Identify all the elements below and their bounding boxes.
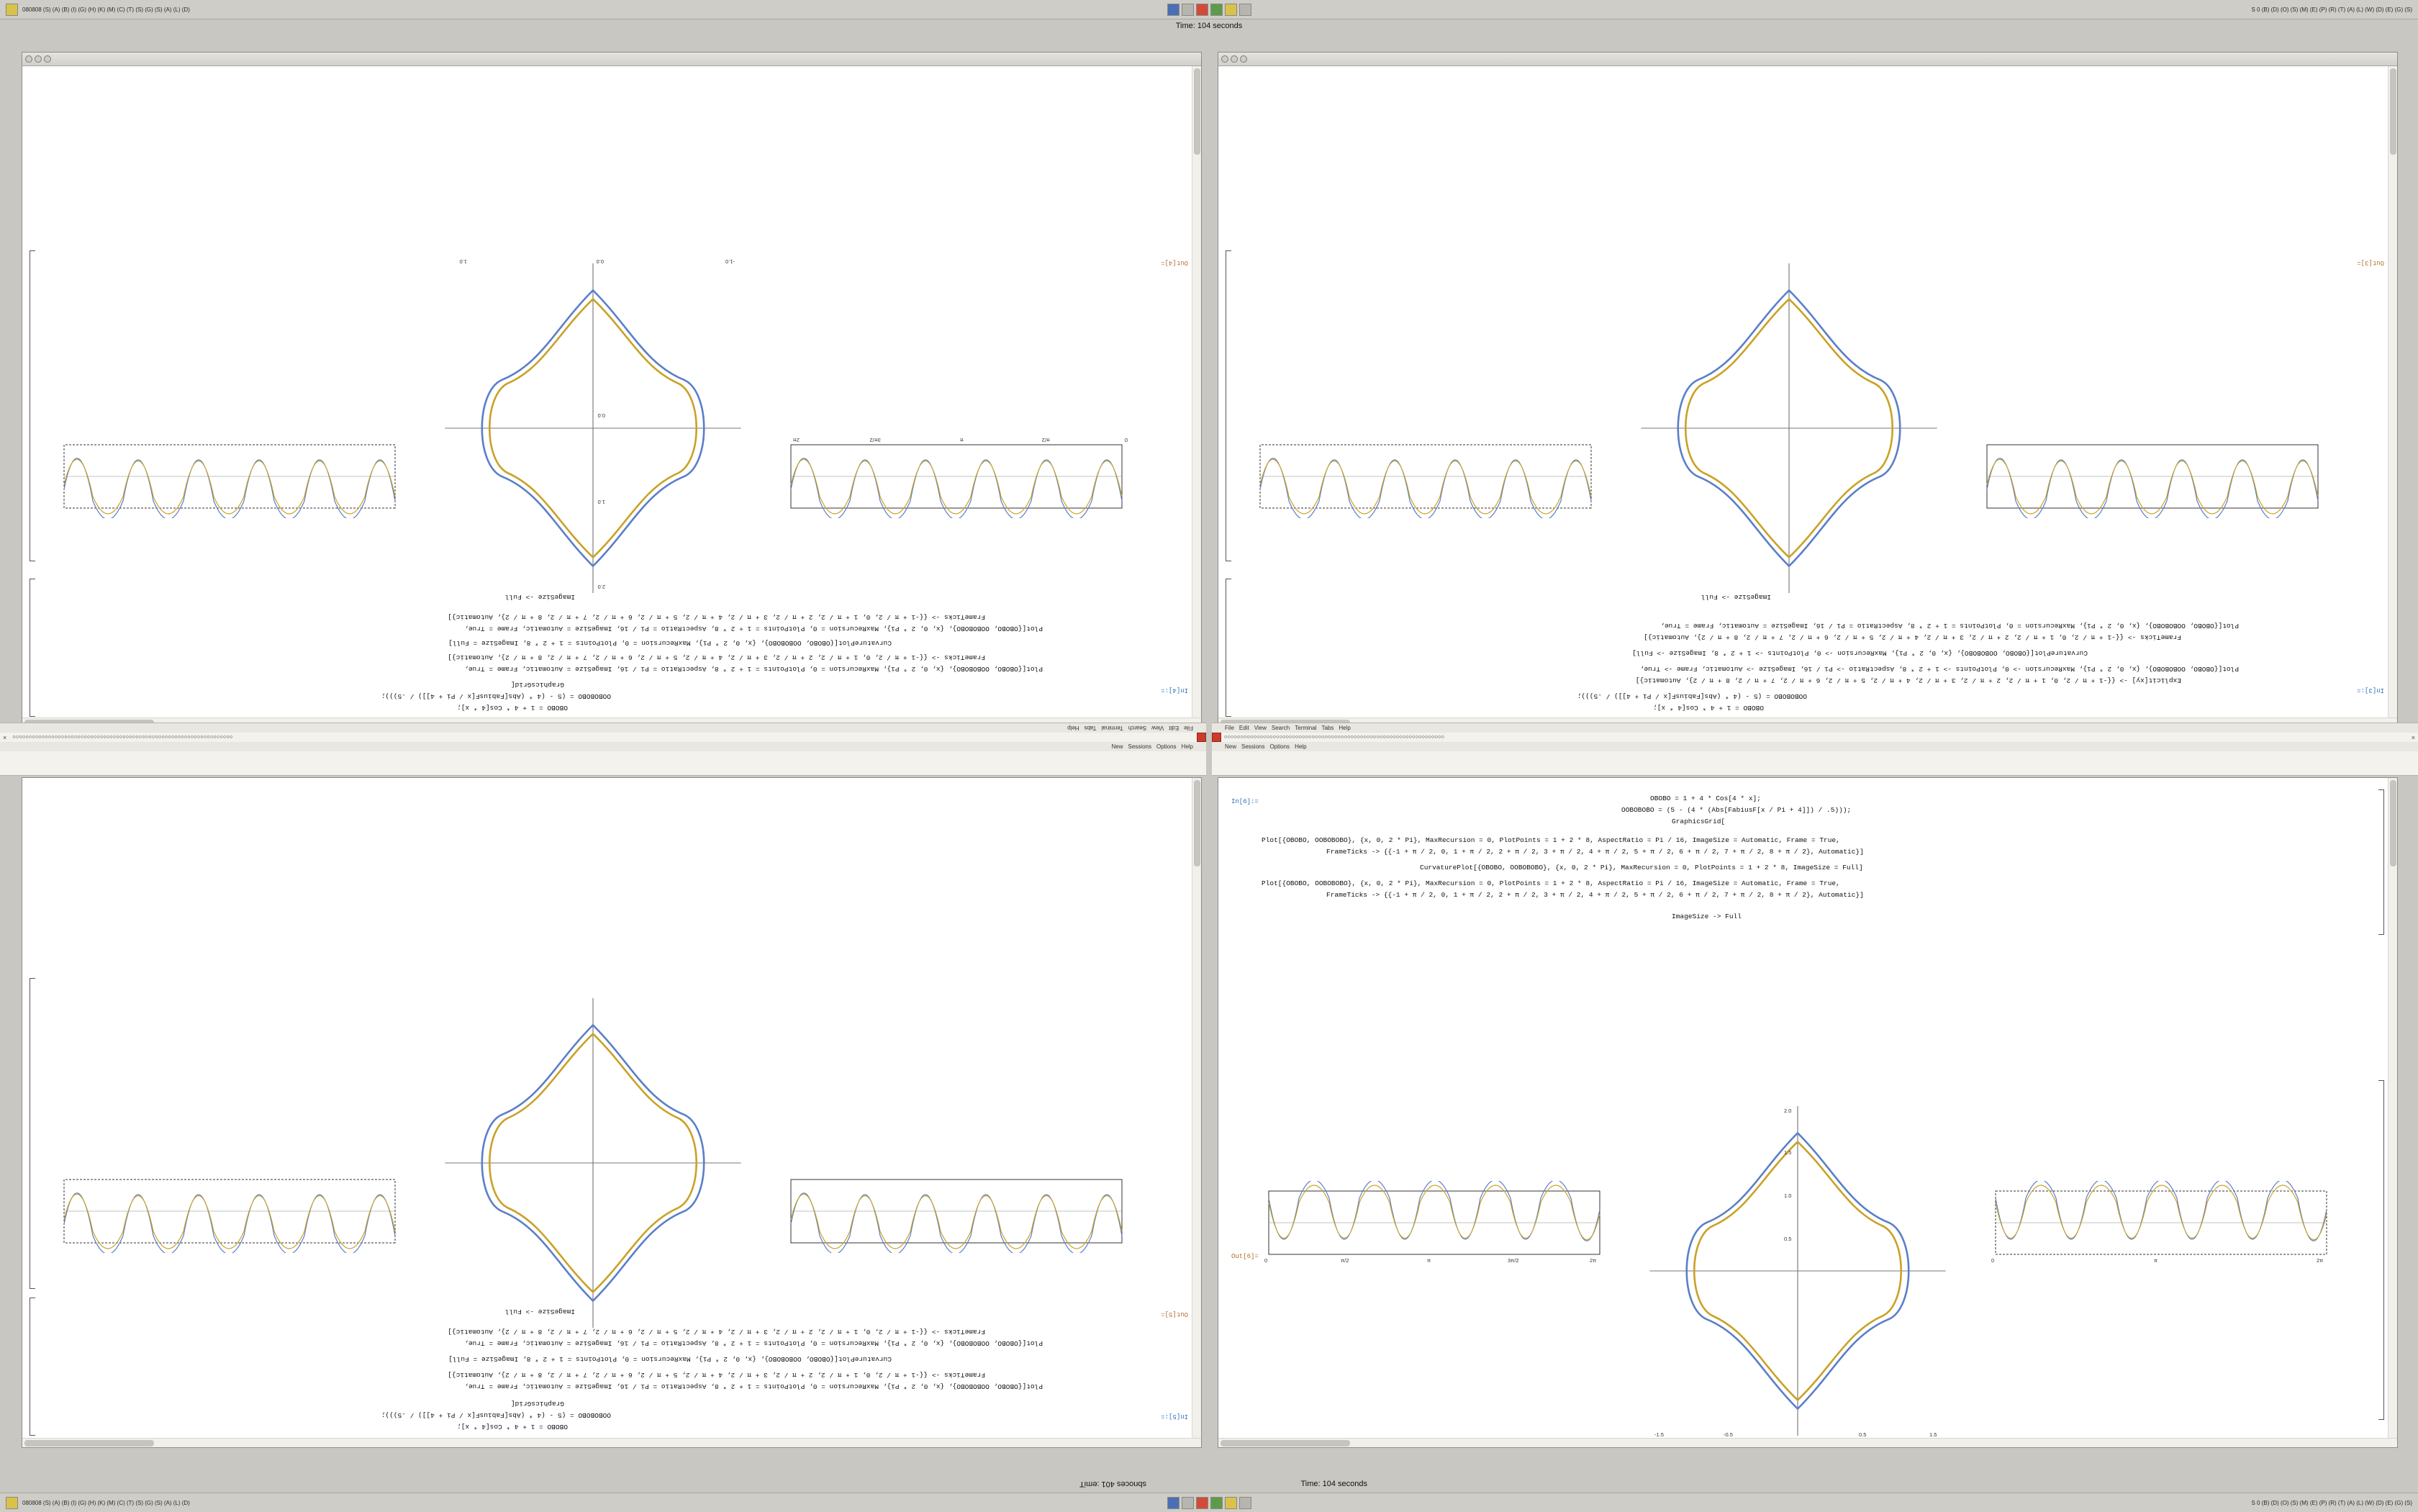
code-line-plot2[interactable]: FrameTicks -> {{-1 + π / 2, 0, 1 + π / 2, 2 + π / 2, 3 + π / 2, 4 + π / 2, 5 + π / 2, 6 + π / 2, 7 + π / 2, 8 + π / 2}, Automatic}]	[448, 653, 985, 661]
code-line-defn2-r[interactable]: OOBOBOBO = (5 - (4 * (Abs[FabiusF[x / Pi + 4]]) / .5)));	[1577, 692, 1807, 700]
top-timer: Time: 104 seconds	[1175, 22, 1243, 30]
curvature-svg-c2	[1634, 259, 1944, 597]
code-line-expr1[interactable]: Explicit[xy] -> {{-1 + π / 2, 0, 1 + π / 2, 2 + π / 2, 3 + π / 2, 4 + π / 2, 5 + π / 2, 6 + π / 2, 7 + π / 2, 8 + π / 2}, Automatic}]	[1635, 676, 2181, 684]
code-bl-grid[interactable]: GraphicsGrid[	[510, 1400, 564, 1408]
rotated-content-bottom-left	[22, 778, 1201, 1447]
mail-icon[interactable]	[1196, 4, 1208, 16]
close-icon[interactable]	[1221, 55, 1228, 63]
ytick-low: 0.0	[597, 412, 605, 419]
notebook-canvas-top-right[interactable]	[1218, 66, 2397, 727]
top-bar-right	[1865, 6, 2418, 13]
window-titlebar-top-left[interactable]	[22, 53, 1201, 66]
status-sessions[interactable]: Sessions	[1128, 743, 1151, 750]
scroll-thumb[interactable]	[1194, 780, 1200, 866]
chart-oscillation-left-2[interactable]	[1246, 425, 1606, 518]
menu-view[interactable]: View	[1151, 725, 1164, 731]
bottom-bar-right	[1865, 1500, 2418, 1506]
menu-help[interactable]: Help	[1067, 725, 1079, 731]
scroll-thumb-h[interactable]	[24, 1440, 154, 1447]
cell-bracket-bl-in[interactable]	[30, 1298, 35, 1436]
scrollbar-horizontal-bottom-left[interactable]	[22, 1438, 1201, 1447]
br2-xtick-8: 2π	[2317, 1257, 2324, 1264]
ytick-top: 2.0	[597, 584, 605, 590]
terminal-right[interactable]	[1212, 723, 2418, 776]
code-bl-plot4[interactable]: FrameTicks -> {{-1 + π / 2, 0, 1 + π / 2, 2 + π / 2, 3 + π / 2, 4 + π / 2, 5 + π / 2, 6 + π / 2, 7 + π / 2, 8 + π / 2}, Automatic}]	[448, 1328, 985, 1336]
scroll-thumb-h[interactable]	[1221, 1440, 1350, 1447]
browser-icon[interactable]	[1167, 4, 1179, 16]
menu-file[interactable]: File	[1225, 725, 1234, 731]
notebook-window-bottom-left[interactable]	[22, 777, 1202, 1448]
scroll-thumb[interactable]	[2390, 780, 2396, 866]
top-bar-left-text: 080808 (S) (A) (B) (I) (G) (H) (K) (M) (C) (T) (S) (G) (S) (A) (L) (D)	[22, 6, 190, 13]
bottom-timer: Time: 104 seconds	[1300, 1480, 1367, 1488]
rotated-content-top-left	[22, 66, 1201, 727]
code-line-plot1[interactable]: Plot[{OBOBO, OOBOBOBO}, {x, 0, 2 * Pi}, MaxRecursion = 0, PlotPoints = 1 + 2 * 8, AspectRatio = Pi / 16, ImageSize = Automatic, Frame = True,	[464, 665, 1043, 673]
code-line-defn1-r[interactable]: OBOBO = 1 + 4 * Cos[4 * x];	[1653, 704, 1764, 712]
cell-bracket-in[interactable]	[30, 579, 35, 717]
scrollbar-horizontal-bottom-right[interactable]	[1218, 1438, 2397, 1447]
menu-view[interactable]: View	[1254, 725, 1267, 731]
code-br-plot3[interactable]: Plot[{OBOBO, OOBOBOBO}, {x, 0, 2 * Pi}, MaxRecursion = 0, PlotPoints = 1 + 2 * 8, AspectRatio = Pi / 16, ImageSize = Automatic, Frame = True,	[1262, 879, 1840, 887]
chart-br-osc-left[interactable]	[1254, 1181, 1614, 1289]
ytick-mid: 1.0	[597, 499, 605, 505]
code-line-expr3[interactable]: CurvaturePlot[{OBOBO, OOBOBOBO}, {x, 0, 2 * Pi}, MaxRecursion -> 0, PlotPoints -> 1 + 2 * 8, ImageSize -> Full]	[1632, 649, 2088, 657]
br-xtick-05: 0.5	[1859, 1431, 1867, 1438]
settings-icon[interactable]	[1225, 4, 1237, 16]
terminal-left-menubar[interactable]	[0, 723, 1206, 733]
bottom-timer-wrap	[1079, 1480, 1367, 1488]
scrollbar-vertical-top-right[interactable]	[2388, 66, 2397, 727]
cell-bracket-br-in[interactable]	[2378, 789, 2384, 935]
chart-curvature-center-2[interactable]	[1634, 259, 1944, 597]
cell-bracket-out-r[interactable]	[1226, 250, 1231, 561]
curvature-svg-br	[1643, 1102, 1952, 1440]
bottom-bar-right-text: S 0 (B) (D) (O) (S) (M) (E) (P) (R) (T) (A) (L) (W) (D) (E) (G) (S)	[2251, 1499, 2412, 1506]
tray-icons-top[interactable]	[1167, 4, 1251, 16]
menu-edit[interactable]: Edit	[1239, 725, 1249, 731]
bottom-bar-left	[0, 1497, 553, 1509]
terminal-left[interactable]	[0, 723, 1206, 776]
oscillation-svg-l2	[1246, 425, 1606, 518]
cell-bracket-in-r[interactable]	[1226, 579, 1231, 717]
status-sessions[interactable]: Sessions	[1241, 743, 1265, 750]
out-label-bottom-right: Out[6]=	[1231, 1253, 1259, 1260]
menu-terminal[interactable]: Terminal	[1295, 725, 1317, 731]
code-bl-defn1[interactable]: OBOBO = 1 + 4 * Cos[4 * x];	[457, 1423, 568, 1431]
code-line-imagesize-r[interactable]: ImageSize -> Full	[1701, 593, 1771, 601]
xtick-left: -1.0	[725, 258, 735, 265]
in-label-top-right: In[3]:=	[2357, 687, 2384, 694]
status-new[interactable]: New	[1225, 743, 1237, 750]
chart-curvature-center[interactable]	[438, 259, 748, 597]
oscillation-svg-br-r	[1981, 1181, 2341, 1289]
br-xtick-0: 0	[1264, 1257, 1268, 1264]
br-xtick-8: 2π	[1590, 1257, 1597, 1264]
in-label-bottom-right: In[6]:=	[1231, 798, 1259, 805]
terminal-left-output: ○○○○○○○○○○○○○○○○○○○○○○○○○○○○○○○○○○○○○○○○○○○○○○○○○○○○○○○○○○○○○○○○○○○○	[12, 734, 233, 741]
terminal-left-statusbar[interactable]	[0, 742, 1206, 751]
chart-bl-osc-right[interactable]	[776, 1159, 1136, 1253]
br-xtick-6: 3π/2	[1508, 1257, 1519, 1264]
terminal-right-menubar[interactable]	[1212, 723, 2418, 733]
menu-tabs[interactable]: Tabs	[1084, 725, 1097, 731]
rotated-content-top-right	[1218, 66, 2397, 727]
curvature-svg-center	[438, 259, 748, 597]
code-bl-plot3[interactable]: Plot[{OBOBO, OOBOBOBO}, {x, 0, 2 * Pi}, MaxRecursion = 0, PlotPoints = 1 + 2 * 8, AspectRatio = Pi / 16, ImageSize = Automatic, Frame = True,	[464, 1339, 1043, 1347]
xtick-2: π/2	[1041, 437, 1050, 443]
notebook-window-bottom-right[interactable]	[1218, 777, 2398, 1448]
menu-edit[interactable]: Edit	[1169, 725, 1179, 731]
code-line-plot3[interactable]: Plot[{OBOBO, OOBOBOBO}, {x, 0, 2 * Pi}, MaxRecursion = 0, PlotPoints = 1 + 2 * 8, AspectRatio = Pi / 16, ImageSize = Automatic, Frame = True,	[464, 625, 1043, 633]
code-bl-plot1[interactable]: Plot[{OBOBO, OOBOBOBO}, {x, 0, 2 * Pi}, MaxRecursion = 0, PlotPoints = 1 + 2 * 8, AspectRatio = Pi / 16, ImageSize = Automatic, Frame = True,	[464, 1382, 1043, 1390]
scrollbar-vertical-bottom-right[interactable]	[2388, 778, 2397, 1447]
code-line-expr5[interactable]: Plot[{OBOBO, OOBOBOBO}, {x, 0, 2 * Pi}, MaxRecursion = 0, PlotPoints = 1 + 2 * 8, AspectRatio = Pi / 16, ImageSize = Automatic, Frame = True,	[1660, 622, 2239, 630]
in-label-bottom-left: In[5]:=	[1161, 1413, 1188, 1420]
menu-help[interactable]: Help	[1339, 725, 1351, 731]
notebook-window-top-left[interactable]	[22, 52, 1202, 728]
notebook-canvas-bottom-left[interactable]	[22, 778, 1201, 1447]
xtick-8: 2π	[792, 437, 800, 443]
oscillation-svg-r2	[1973, 425, 2332, 518]
bottom-system-bar[interactable]	[0, 1493, 2418, 1512]
maximize-icon[interactable]	[44, 55, 51, 63]
scrollbar-vertical-bottom-left[interactable]	[1192, 778, 1201, 1447]
br-ytick-05: 0.5	[1784, 1236, 1792, 1242]
browser-icon[interactable]	[1167, 1497, 1179, 1509]
xtick-c: 0.0	[596, 258, 604, 265]
minimize-icon[interactable]	[35, 55, 42, 63]
chart-oscillation-right[interactable]	[776, 425, 1136, 518]
chart-oscillation-right-2[interactable]	[1973, 425, 2332, 518]
oscillation-svg-right	[776, 425, 1136, 518]
menu-search[interactable]: Search	[1128, 725, 1147, 731]
code-bl-imagesize[interactable]: ImageSize -> Full	[505, 1308, 575, 1316]
code-line-defn1[interactable]: OBOBO = 1 + 4 * Cos[4 * x];	[457, 704, 568, 712]
top-system-bar[interactable]	[0, 0, 2418, 19]
notebook-canvas-top-left[interactable]	[22, 66, 1201, 727]
menu-terminal[interactable]: Terminal	[1101, 725, 1123, 731]
code-br-plot1[interactable]: Plot[{OBOBO, OOBOBOBO}, {x, 0, 2 * Pi}, MaxRecursion = 0, PlotPoints = 1 + 2 * 8, AspectRatio = Pi / 16, ImageSize = Automatic, Frame = True,	[1262, 836, 1840, 844]
in-label-top-left: In[4]:=	[1161, 687, 1188, 694]
out-label-top-left: Out[4]=	[1161, 259, 1188, 266]
cell-bracket-br-out[interactable]	[2378, 1080, 2384, 1420]
xtick-6: 3π/2	[869, 437, 881, 443]
out-label-top-right: Out[3]=	[2357, 259, 2384, 266]
br2-xtick-4: π	[2154, 1257, 2158, 1264]
top-bar-right-text: S 0 (B) (D) (O) (S) (M) (E) (P) (R) (T) (A) (L) (W) (D) (E) (G) (S)	[2251, 6, 2412, 13]
br-xtick-2: π/2	[1341, 1257, 1349, 1264]
menu-file[interactable]: File	[1184, 725, 1193, 731]
terminal-icon[interactable]	[1182, 1497, 1194, 1509]
scroll-thumb[interactable]	[2390, 68, 2396, 155]
top-bar-center	[553, 4, 1865, 16]
notebook-window-top-right[interactable]	[1218, 52, 2398, 728]
close-icon[interactable]	[25, 55, 32, 63]
tray-icons-bottom[interactable]	[1167, 1497, 1251, 1509]
chart-bl-osc-left[interactable]	[50, 1159, 409, 1253]
status-options[interactable]: Options	[1269, 743, 1290, 750]
oscillation-svg-br-l	[1254, 1181, 1614, 1289]
notebook-canvas-bottom-right[interactable]	[1218, 778, 2397, 1447]
chart-br-osc-right[interactable]	[1981, 1181, 2341, 1289]
oscillation-svg-left	[50, 425, 409, 518]
terminal-right-close-icon[interactable]: ×	[2411, 733, 2415, 741]
folder-icon[interactable]	[6, 1497, 18, 1509]
xtick-4: π	[959, 437, 964, 443]
br-xtick-15: 1.5	[1929, 1431, 1937, 1438]
br2-xtick-0: 0	[1991, 1257, 1995, 1264]
code-line-expr4[interactable]: FrameTicks -> {{-1 + π / 2, 0, 1 + π / 2, 2 + π / 2, 3 + π / 2, 4 + π / 2, 5 + π / 2, 6 + π / 2, 7 + π / 2, 8 + π / 2}, Automatic}]	[1644, 633, 2181, 641]
status-help[interactable]: Help	[1295, 743, 1307, 750]
xtick-right: 1.0	[459, 258, 467, 265]
terminal-left-stop-button[interactable]	[1197, 733, 1206, 742]
cell-bracket-bl-out[interactable]	[30, 978, 35, 1289]
code-br-imagesize[interactable]: ImageSize -> Full	[1672, 913, 1742, 920]
code-br-plot2[interactable]: FrameTicks -> {{-1 + π / 2, 0, 1 + π / 2, 2 + π / 2, 3 + π / 2, 4 + π / 2, 5 + π / 2, 6 + π / 2, 7 + π / 2, 8 + π / 2}, Automatic}]	[1326, 848, 1864, 856]
bottom-timer-flipped: sbnoces 401 :emiT	[1079, 1480, 1146, 1488]
chart-oscillation-left[interactable]	[50, 425, 409, 518]
code-br-curv[interactable]: CurvaturePlot[{OBOBO, OOBOBOBO}, {x, 0, 2 * Pi}, MaxRecursion = 0, PlotPoints = 1 + 2 * 8, ImageSize = Full]	[1420, 864, 1863, 872]
code-bl-defn2[interactable]: OOBOBOBO = (5 - (4 * (Abs[FabiusF[x / Pi + 4]]) / .5)));	[381, 1411, 611, 1419]
code-line-plot4[interactable]: FrameTicks -> {{-1 + π / 2, 0, 1 + π / 2, 2 + π / 2, 3 + π / 2, 4 + π / 2, 5 + π / 2, 6 + π / 2, 7 + π / 2, 8 + π / 2}, Automatic}]	[448, 613, 985, 621]
bottom-bar-center	[553, 1497, 1865, 1509]
oscillation-svg-bl-r	[776, 1159, 1136, 1253]
terminal-left-close-icon[interactable]: ×	[3, 733, 7, 741]
code-br-defn2[interactable]: OOBOBOBO = (5 - (4 * (Abs[FabiusF[x / Pi + 4]]) / .5)));	[1621, 806, 1852, 814]
cell-bracket-out[interactable]	[30, 250, 35, 561]
br-xtick-4: π	[1427, 1257, 1431, 1264]
br-xtick-m05: -0.5	[1724, 1431, 1733, 1438]
oscillation-svg-bl-l	[50, 1159, 409, 1253]
network-icon[interactable]	[1239, 1497, 1251, 1509]
top-bar-left	[0, 4, 553, 16]
window-controls-top-left[interactable]	[25, 55, 51, 63]
xtick-0: 0	[1124, 437, 1128, 443]
bottom-bar-left-text: 080808 (S) (A) (B) (I) (G) (H) (K) (M) (C) (T) (S) (G) (S) (A) (L) (D)	[22, 1499, 190, 1506]
code-bl-plot2[interactable]: FrameTicks -> {{-1 + π / 2, 0, 1 + π / 2, 2 + π / 2, 3 + π / 2, 4 + π / 2, 5 + π / 2, 6 + π / 2, 7 + π / 2, 8 + π / 2}, Automatic}]	[448, 1371, 985, 1379]
chart-bl-curvature[interactable]	[438, 994, 748, 1332]
media-icon[interactable]	[1210, 1497, 1223, 1509]
code-br-grid[interactable]: GraphicsGrid[	[1672, 818, 1726, 825]
minimize-icon[interactable]	[1231, 55, 1238, 63]
folder-icon[interactable]	[6, 4, 18, 16]
mail-icon[interactable]	[1196, 1497, 1208, 1509]
br-ytick-10: 1.0	[1784, 1192, 1792, 1199]
status-options[interactable]: Options	[1156, 743, 1177, 750]
code-line-defn2[interactable]: OOBOBOBO = (5 - (4 * (Abs[FabiusF[x / Pi + 4]]) / .5)));	[381, 692, 611, 700]
terminal-right-output: ○○○○○○○○○○○○○○○○○○○○○○○○○○○○○○○○○○○○○○○○○○○○○○○○○○○○○○○○○○○○○○○○○○○○	[1224, 734, 1445, 741]
menu-search[interactable]: Search	[1271, 725, 1290, 731]
maximize-icon[interactable]	[1240, 55, 1247, 63]
code-line-curvature[interactable]: CurvaturePlot[{OBOBO, OOBOBOBO}, {x, 0, 2 * Pi}, MaxRecursion = 0, PlotPoints = 1 + 2 * 8, ImageSize = Full]	[448, 639, 892, 647]
out-label-bottom-left: Out[5]=	[1161, 1310, 1188, 1318]
terminal-right-statusbar[interactable]	[1212, 742, 2418, 751]
code-br-plot4[interactable]: FrameTicks -> {{-1 + π / 2, 0, 1 + π / 2, 2 + π / 2, 3 + π / 2, 4 + π / 2, 5 + π / 2, 6 + π / 2, 7 + π / 2, 8 + π / 2}, Automatic}]	[1326, 891, 1864, 899]
top-timer-wrap	[1079, 19, 1339, 29]
code-bl-curv[interactable]: CurvaturePlot[{OBOBO, OOBOBOBO}, {x, 0, 2 * Pi}, MaxRecursion = 0, PlotPoints = 1 + 2 * 8, ImageSize = Full]	[448, 1355, 892, 1363]
code-line-imagesize[interactable]: ImageSize -> Full	[505, 593, 575, 601]
code-br-defn1[interactable]: OBOBO = 1 + 4 * Cos[4 * x];	[1650, 795, 1761, 802]
br-xtick-m15: -1.5	[1654, 1431, 1664, 1438]
window-titlebar-top-right[interactable]	[1218, 53, 2397, 66]
status-help[interactable]: Help	[1181, 743, 1193, 750]
code-line-expr2[interactable]: Plot[{OBOBO, OOBOBOBO}, {x, 0, 2 * Pi}, MaxRecursion -> 0, PlotPoints -> 1 + 2 * 8, AspectRatio -> Pi / 16, ImageSize -> Automatic, Frame -> True,	[1639, 665, 2239, 673]
terminal-right-stop-button[interactable]	[1212, 733, 1221, 742]
code-line-graphicsgrid[interactable]: GraphicsGrid[	[510, 681, 564, 689]
br-ytick-2: 2.0	[1784, 1108, 1792, 1114]
terminal-icon[interactable]	[1182, 4, 1194, 16]
status-new[interactable]: New	[1111, 743, 1123, 750]
br-ytick-15: 1.5	[1784, 1149, 1792, 1156]
settings-icon[interactable]	[1225, 1497, 1237, 1509]
media-icon[interactable]	[1210, 4, 1223, 16]
menu-tabs[interactable]: Tabs	[1321, 725, 1334, 731]
scrollbar-vertical-top-left[interactable]	[1192, 66, 1201, 727]
window-controls-top-right[interactable]	[1221, 55, 1247, 63]
chart-br-curvature[interactable]	[1643, 1102, 1952, 1440]
scroll-thumb[interactable]	[1194, 68, 1200, 155]
curvature-svg-bl	[438, 994, 748, 1332]
network-icon[interactable]	[1239, 4, 1251, 16]
